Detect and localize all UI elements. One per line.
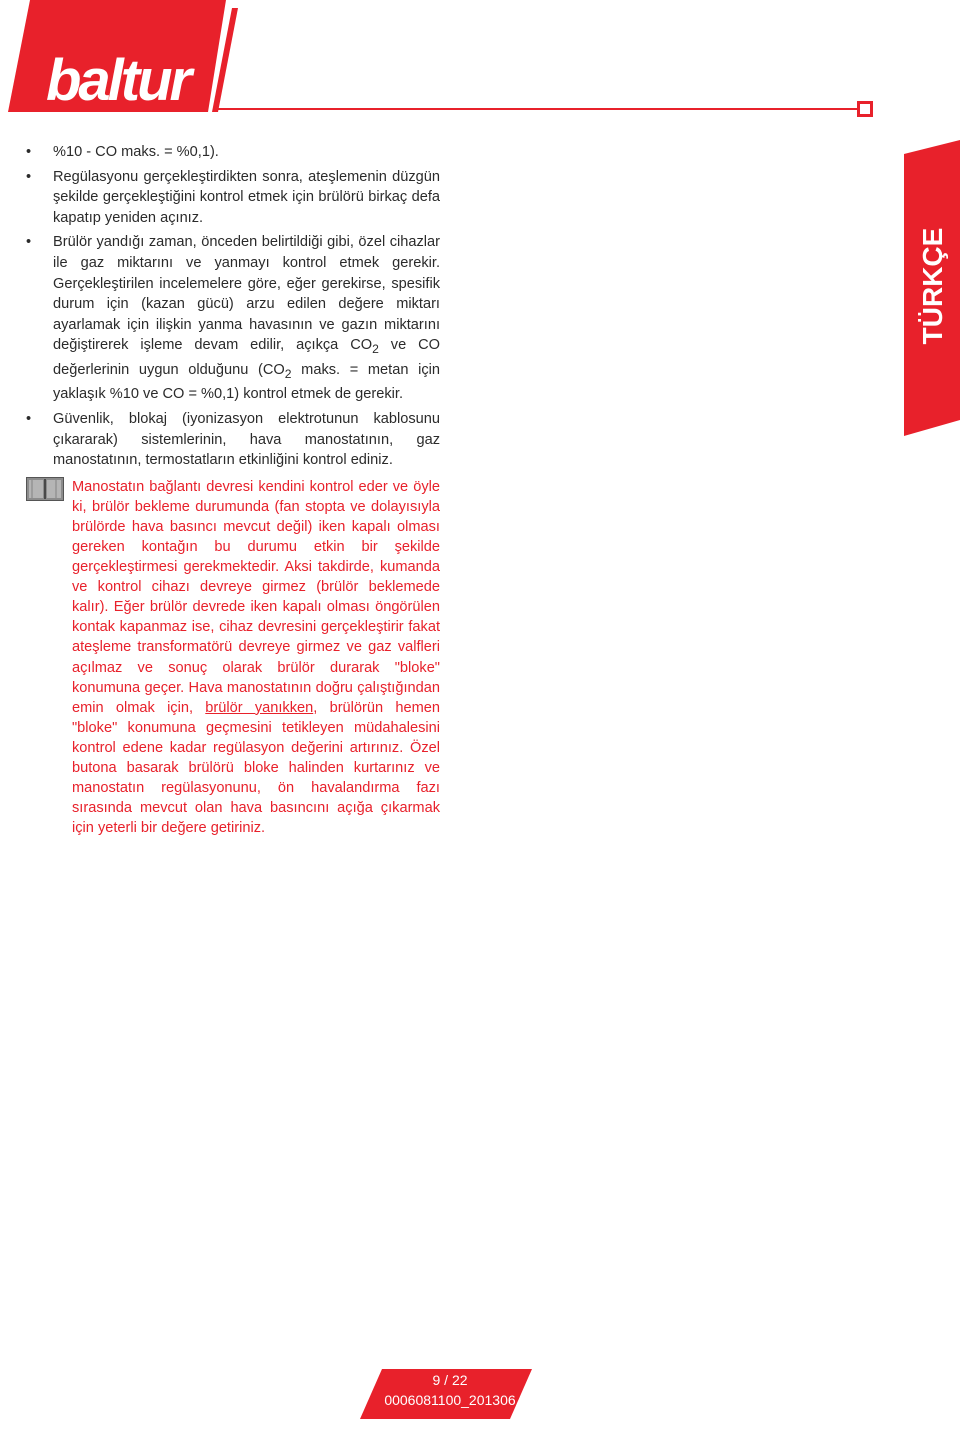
header-square-marker: [857, 101, 873, 117]
note-underlined-text: brülör yanıkken: [205, 699, 314, 716]
paragraph-text: %10 - CO maks. = %0,1).: [53, 144, 219, 160]
book-icon: [26, 477, 64, 501]
document-code: 0006081100_201306: [384, 1392, 516, 1408]
paragraph-text: Regülasyonu gerçekleştirdikten sonra, ateşlemenin düzgün şekilde gerçekleştiğini kontrol etmek için brülörü birkaç defa kapatıp yeniden açınız.: [53, 168, 440, 226]
bullet: •: [26, 410, 32, 427]
subscript: 2: [372, 342, 379, 357]
list-item: [26, 409, 440, 471]
main-content: [26, 142, 440, 838]
bullet: •: [26, 234, 32, 251]
paragraph-text: ve CO değerlerinin uygun olduğunu (CO: [53, 337, 440, 378]
bullet: •: [26, 144, 32, 160]
bullet: •: [26, 168, 32, 185]
list-item: [26, 167, 440, 229]
paragraph-text: Güvenlik, blokaj (iyonizasyon elektrotunun kablosunu çıkararak) sistemlerinin, hava manostatının, gaz manostatının, termostatların etkinliğini kontrol ediniz.: [53, 410, 440, 469]
paragraph-text: Brülör yandığı zaman, önceden belirtildiği gibi, özel cihazlar ile gaz miktarını ve yanmayı kontrol etmek gerekir. Gerçekleştirilen incelemelere göre, eğer gerekirse, spesifik durum için (kazan gücü) arzu edilen değere miktarı ayarlamak için ilişkin yanma havasının ve gazın miktarını değiştirerek işleme devam edilir, açıkça CO: [53, 234, 440, 354]
list-item: [26, 232, 440, 405]
list-item: [26, 142, 440, 163]
paragraph-text: maks. = metan için yaklaşık %10 ve CO = %0,1) kontrol etmek de gerekir.: [53, 361, 440, 403]
warning-note: [26, 477, 440, 839]
language-label: TÜRKÇE: [917, 227, 948, 345]
note-text: Manostatın bağlantı devresi kendini kontrol eder ve öyle ki, brülör bekleme durumunda (fan stopta ve dolayısıyla brülörde hava basıncı mevcut değil) iken kapalı olması gereken kontağın bu durumu etkin bir şekilde gerçekleştirmesi gerekmektedir. Aksi takdirde, kumanda ve kontrol cihazı devreye girmez (brülör beklemede kalır). Eğer brülör devrede iken kapalı olması öngörülen kontak kapanmaz ise, cihaz devresini gerçekleştirir fakat ateşleme transformatörü devreye girmez ve gaz valfleri açılmaz ve sonuç olarak brülör durarak "bloke" konumuna geçer. Hava manostatının doğru çalıştığından emin olmak için,: [72, 478, 440, 716]
logo-text: baltur: [46, 48, 190, 113]
note-text: , brülörün hemen "bloke" konumuna geçmesini tetikleyen müdahalesini kontrol edene kadar regülasyon değerini artırınız. Özel butona basarak brülörü bloke halinden kurtarınız ve manostatın regülasyonunu, ön havalandırma fazı sırasında mevcut olan hava basıncını açığa çıkarmak için yeterli bir değere getiriniz.: [72, 699, 440, 837]
brand-logo: [0, 0, 240, 115]
subscript: 2: [284, 366, 292, 381]
page-number: 9 / 22: [432, 1372, 468, 1388]
header-rule: [215, 108, 863, 110]
